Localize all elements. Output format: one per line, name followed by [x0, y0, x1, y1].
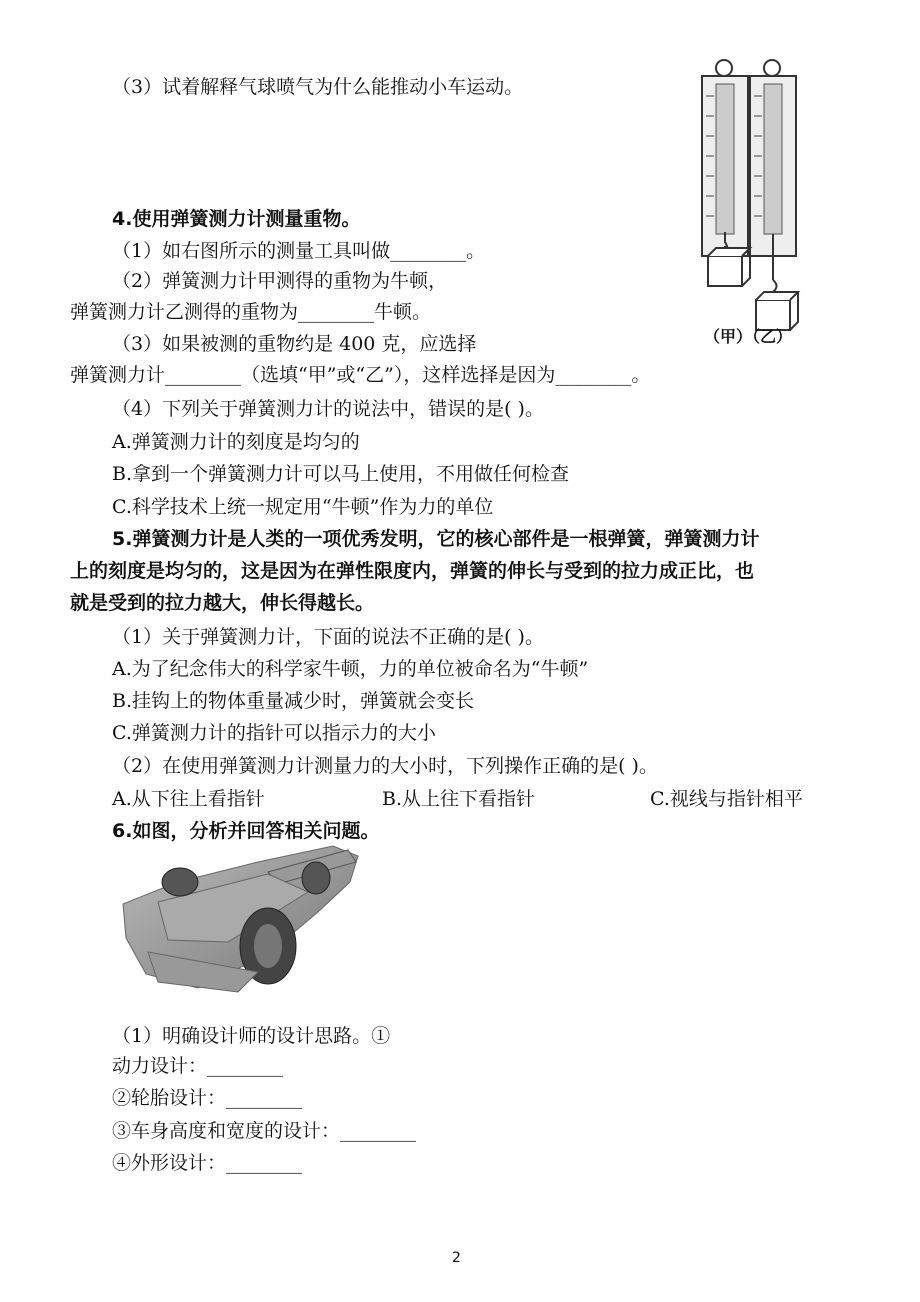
- q4-option-c: C.科学技术上统一规定用“牛顿”作为力的单位: [112, 496, 494, 518]
- question-5-intro-3: 就是受到的拉力越大，伸长得越长。: [70, 592, 375, 614]
- question-4-title: 4.使用弹簧测力计测量重物。: [112, 208, 361, 230]
- q4-option-b: B.拿到一个弹簧测力计可以马上使用，不用做任何检查: [112, 463, 570, 485]
- q5-item-2-option-b: B.从上往下看指针: [382, 788, 536, 810]
- q4-item-3b: 弹簧测力计________（选填“甲”或“乙”），这样选择是因为________。: [70, 364, 651, 386]
- q5-item-1-option-a: A.为了纪念伟大的科学家牛顿，力的单位被命名为“牛顿”: [112, 658, 589, 680]
- q4-item-3a: （3）如果被测的重物约是 400 克，应选择: [112, 333, 477, 355]
- q5-item-2-option-c: C.视线与指针相平: [650, 788, 803, 810]
- q5-item-2-option-a: A.从下往上看指针: [112, 788, 265, 810]
- spring-scale-figure: [694, 56, 814, 346]
- q5-item-2: （2）在使用弹簧测力计测量力的大小时，下列操作正确的是( )。: [112, 755, 658, 777]
- q4-item-4: （4）下列关于弹簧测力计的说法中，错误的是( )。: [112, 398, 544, 420]
- q6-shape-design: ④外形设计：________: [112, 1152, 303, 1174]
- q4-item-1: （1）如右图所示的测量工具叫做________。: [112, 240, 486, 262]
- q6-tire-design: ②轮胎设计：________: [112, 1087, 303, 1109]
- question-5-intro-2: 上的刻度是均匀的，这是因为在弹性限度内，弹簧的伸长与受到的拉力成正比，也: [70, 560, 755, 582]
- race-car-figure: [118, 842, 368, 1002]
- q4-item-2a: （2）弹簧测力计甲测得的重物为牛顿，: [112, 270, 448, 292]
- q5-item-1-option-c: C.弹簧测力计的指针可以指示力的大小: [112, 722, 436, 744]
- question-5-intro-1: 5.弹簧测力计是人类的一项优秀发明，它的核心部件是一根弹簧，弹簧测力计: [112, 528, 760, 550]
- page-number: 2: [452, 1250, 461, 1266]
- q6-power-design: 动力设计：________: [112, 1055, 284, 1077]
- race-car-icon: [118, 842, 368, 1002]
- q6-body-design: ③车身高度和宽度的设计：________: [112, 1120, 417, 1142]
- q4-option-a: A.弹簧测力计的刻度是均匀的: [112, 431, 360, 453]
- question-3-balloon: （3）试着解释气球喷气为什么能推动小车运动。: [112, 76, 524, 98]
- figure-label: （甲）（乙）: [704, 327, 793, 346]
- question-6-title: 6.如图，分析并回答相关问题。: [112, 820, 380, 842]
- q6-item-1: （1）明确设计师的设计思路。①: [112, 1025, 391, 1047]
- q4-item-2b: 弹簧测力计乙测得的重物为________牛顿。: [70, 301, 432, 323]
- spring-scale-icon: [694, 56, 814, 346]
- q5-item-1: （1）关于弹簧测力计，下面的说法不正确的是( )。: [112, 626, 544, 648]
- q5-item-1-option-b: B.挂钩上的物体重量减少时，弹簧就会变长: [112, 690, 475, 712]
